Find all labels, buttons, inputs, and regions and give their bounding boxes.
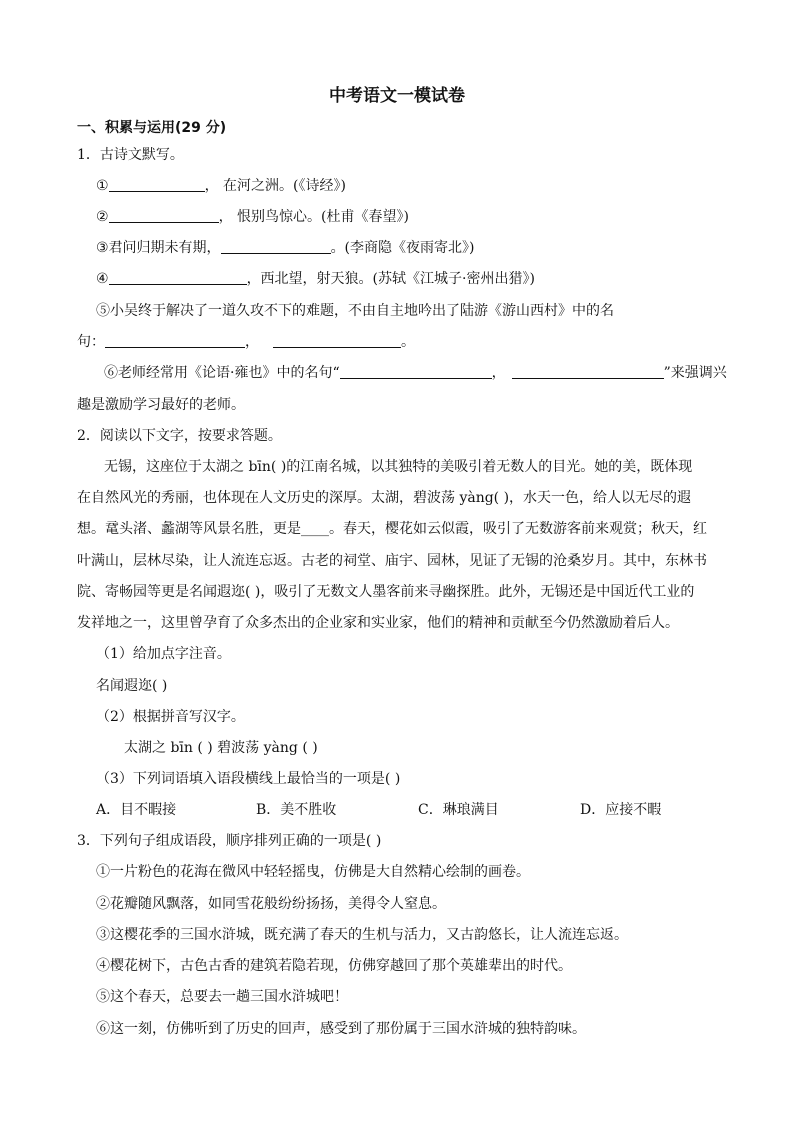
option-a[interactable]: A．目不暇接 — [96, 802, 177, 818]
q1-item-2: ② ， 恨别鸟惊心。(杜甫《春望》) — [96, 209, 409, 225]
answer-blank[interactable] — [105, 333, 245, 348]
answer-blank[interactable] — [221, 239, 331, 254]
q2-sub-1-answer: 名闻遐迩( ) — [96, 678, 168, 694]
q2-sub-2: （2）根据拼音写汉字。 — [96, 709, 245, 725]
q3-sentence: ⑤这个春天，总要去一趟三国水浒城吧！ — [96, 989, 348, 1005]
passage-line: 无锡，这座位于太湖之 bīn( )的江南名城，以其独特的美吸引着无数人的目光。她的美，既体现 — [104, 459, 693, 475]
answer-blank[interactable] — [512, 364, 664, 379]
q1-item-5-line2: 句： ， 。 — [77, 334, 415, 350]
q2-sub-3: （3）下列词语填入语段横线上最恰当的一项是( ) — [96, 771, 401, 787]
option-d[interactable]: D．应接不暇 — [580, 802, 662, 818]
passage-line: 院、寄畅园等更是名闻遐迩( )，吸引了无数文人墨客前来寻幽探胜。此外，无锡还是中国近代工业的 — [77, 584, 695, 600]
q3-sentence: ②花瓣随风飘落，如同雪花般纷纷扬扬，美得令人窒息。 — [96, 896, 446, 912]
q1-item-3: ③君问归期未有期， 。(李商隐《夜雨寄北》) — [96, 240, 475, 256]
option-b[interactable]: B．美不胜收 — [256, 802, 337, 818]
q1-item-6-line1: ⑥老师经常用《论语·雍也》中的名句“ ， ”来强调兴 — [104, 365, 727, 381]
q2-sub-1: （1）给加点字注音。 — [96, 646, 231, 662]
q3-sentence: ④樱花树下，古色古香的建筑若隐若现，仿佛穿越回了那个英雄辈出的时代。 — [96, 958, 572, 974]
answer-blank[interactable] — [109, 177, 205, 192]
question-1-stem: 1．古诗文默写。 — [77, 147, 184, 163]
q3-sentence: ③这樱花季的三国水浒城，既充满了春天的生机与活力，又古韵悠长，让人流连忘返。 — [96, 927, 628, 943]
passage-line: 发祥地之一，这里曾孕育了众多杰出的企业家和实业家，他们的精神和贡献至今仍然激励着后人。 — [77, 615, 679, 631]
section-heading: 一、积累与运用(29 分) — [77, 120, 227, 136]
page-title: 中考语文一模试卷 — [329, 86, 465, 106]
q2-sub-2-answer: 太湖之 bīn ( ) 碧波荡 yàng ( ) — [124, 740, 318, 756]
passage-line: 想。鼋头渚、蠡湖等风景名胜，更是____。春天，樱花如云似霞，吸引了无数游客前来观赏；秋天，红 — [77, 521, 707, 537]
q1-item-5-line1: ⑤小吴终于解决了一道久攻不下的难题，不由自主地吟出了陆游《游山西村》中的名 — [96, 303, 614, 319]
q3-sentence: ⑥这一刻，仿佛听到了历史的回声，感受到了那份属于三国水浒城的独特韵味。 — [96, 1021, 586, 1037]
question-2-stem: 2．阅读以下文字，按要求答题。 — [77, 428, 282, 444]
q1-item-6-line2: 趣是激励学习最好的老师。 — [77, 397, 245, 413]
answer-blank[interactable] — [109, 208, 219, 223]
answer-blank[interactable] — [340, 364, 492, 379]
answer-blank[interactable] — [273, 333, 401, 348]
passage-line: 叶满山，层林尽染，让人流连忘返。古老的祠堂、庙宇、园林，见证了无锡的沧桑岁月。其中，东林书 — [77, 553, 707, 569]
q1-item-4: ④ ，西北望，射天狼。(苏轼《江城子·密州出猎》) — [96, 271, 535, 287]
answer-blank[interactable] — [109, 270, 247, 285]
q3-sentence: ①一片粉色的花海在微风中轻轻摇曳，仿佛是大自然精心绘制的画卷。 — [96, 864, 530, 880]
passage-line: 在自然风光的秀丽，也体现在人文历史的深厚。太湖，碧波荡 yàng( )，水天一色，给人以无尽的遐 — [77, 490, 692, 506]
q1-item-1: ① ， 在河之洲。(《诗经》) — [96, 178, 346, 194]
question-3-stem: 3．下列句子组成语段，顺序排列正确的一项是( ) — [77, 833, 382, 849]
option-c[interactable]: C．琳琅满目 — [418, 802, 499, 818]
